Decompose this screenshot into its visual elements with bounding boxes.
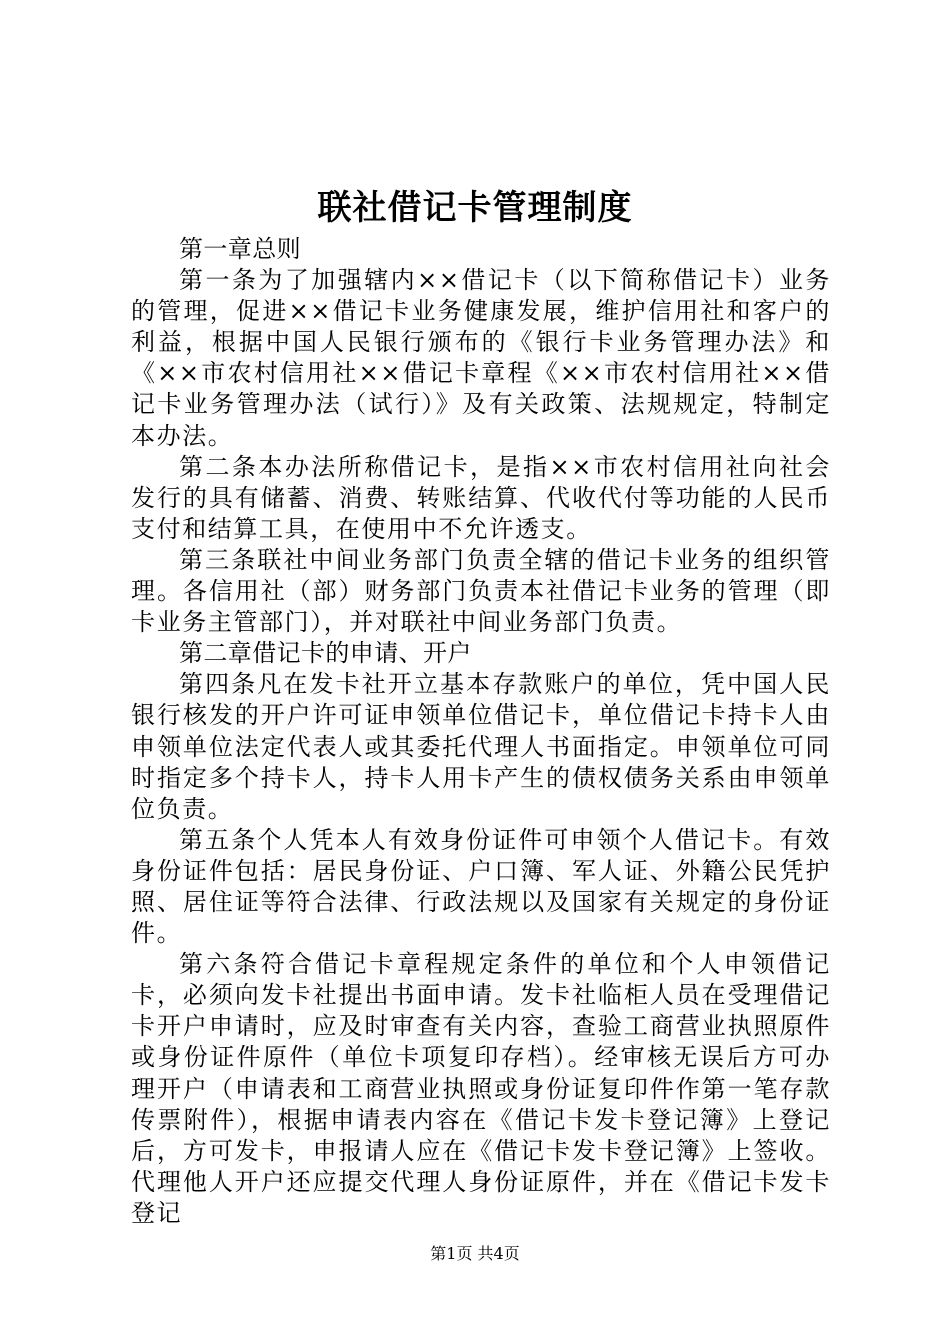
- document-title: 联社借记卡管理制度: [317, 188, 633, 228]
- article-paragraph: 第二条本办法所称借记卡，是指××市农村信用社向社会发行的具有储蓄、消费、转账结算、代收代付等功能的人民币支付和结算工具，在使用中不允许透支。: [131, 452, 831, 543]
- document-body: [131, 234, 831, 1229]
- article-paragraph: 第一条为了加强辖内××借记卡（以下简称借记卡）业务的管理，促进××借记卡业务健康发展，维护信用社和客户的利益，根据中国人民银行颁布的《银行卡业务管理办法》和《××市农村信用社××借记卡章程《××市农村信用社××借记卡业务管理办法（试行）》及有关政策、法规规定，特制定本办法。: [131, 266, 831, 450]
- article-paragraph: 第四条凡在发卡社开立基本存款账户的单位，凭中国人民银行核发的开户许可证申领单位借记卡，单位借记卡持卡人由申领单位法定代表人或其委托代理人书面指定。申领单位可同时指定多个持卡人，持卡人用卡产生的债权债务关系由申领单位负责。: [131, 670, 831, 823]
- article-paragraph: 第三条联社中间业务部门负责全辖的借记卡业务的组织管理。各信用社（部）财务部门负责本社借记卡业务的管理（即卡业务主管部门），并对联社中间业务部门负责。: [131, 545, 831, 637]
- article-paragraph: 第六条符合借记卡章程规定条件的单位和个人申领借记卡，必须向发卡社提出书面申请。发卡社临柜人员在受理借记卡开户申请时，应及时审查有关内容，查验工商营业执照原件或身份证件原件（单位卡项复印存档）。经审核无误后方可办理开户（申请表和工商营业执照或身份证复印件作第一笔存款传票附件），根据申请表内容在《借记卡发卡登记簿》上登记后，方可发卡，申报请人应在《借记卡发卡登记簿》上签收。代理他人开户还应提交代理人身份证原件，并在《借记卡发卡登记: [131, 950, 831, 1227]
- article-paragraph: 第五条个人凭本人有效身份证件可申领个人借记卡。有效身份证件包括：居民身份证、户口簿、军人证、外籍公民凭护照、居住证等符合法律、行政法规以及国家有关规定的身份证件。: [131, 825, 831, 948]
- page-footer: 第1页 共4页: [430, 1244, 520, 1263]
- chapter-heading: 第一章总则: [179, 235, 301, 263]
- chapter-heading: 第二章借记卡的申请、开户: [179, 639, 472, 668]
